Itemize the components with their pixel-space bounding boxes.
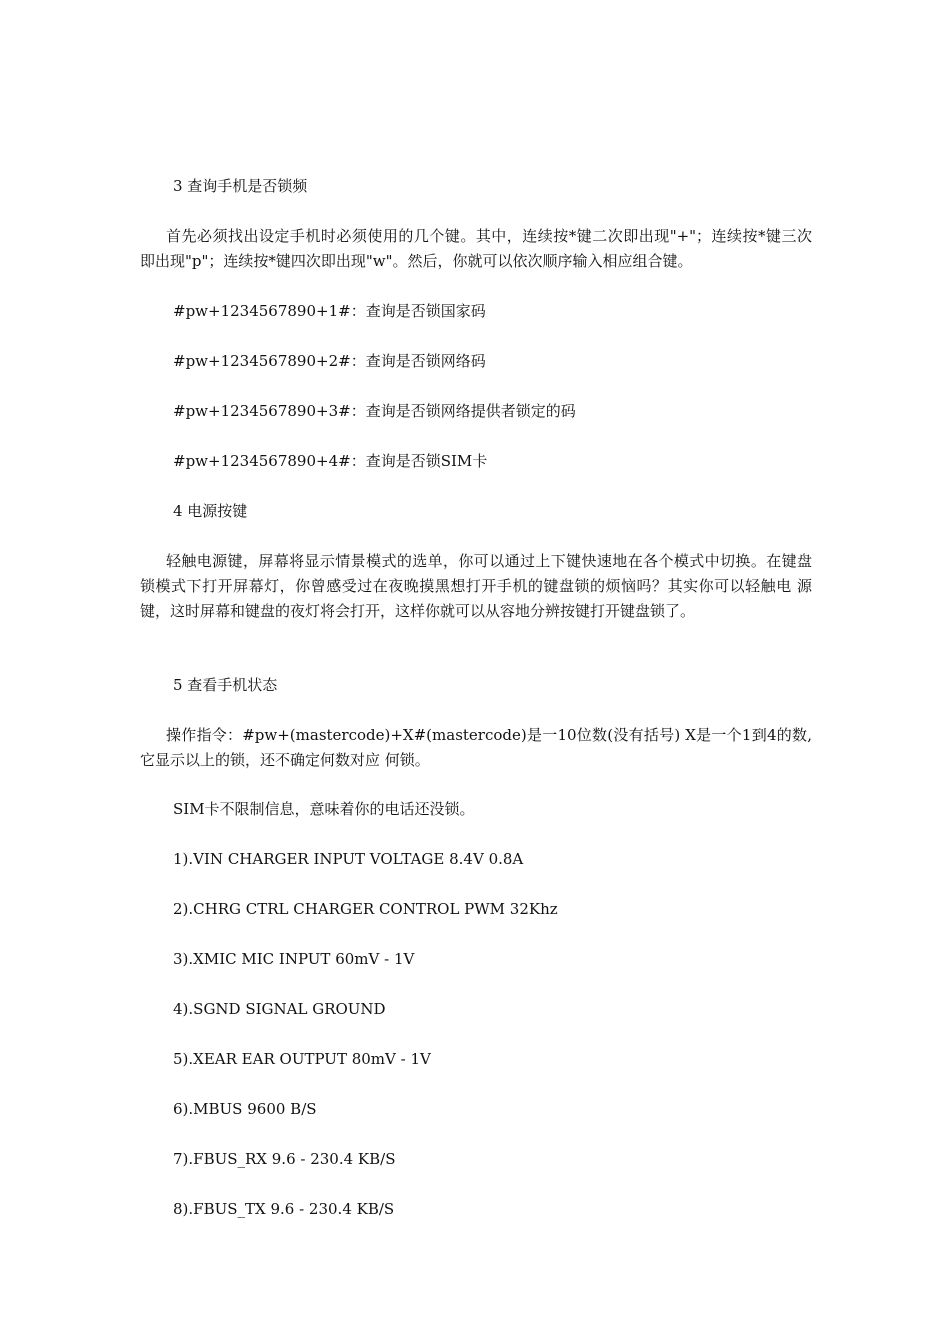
section-3-heading: 3 查询手机是否锁频 [173,177,308,195]
pin-line-5: 5).XEAR EAR OUTPUT 80mV - 1V [173,1050,431,1068]
code-line-2: #pw+1234567890+2#：查询是否锁网络码 [173,352,486,370]
pin-line-4: 4).SGND SIGNAL GROUND [173,1000,386,1018]
pin-line-6: 6).MBUS 9600 B/S [173,1100,317,1118]
code-line-1: #pw+1234567890+1#：查询是否锁国家码 [173,302,486,320]
pin-line-2: 2).CHRG CTRL CHARGER CONTROL PWM 32Khz [173,900,558,918]
section-5-paragraph: 操作指令：#pw+(mastercode)+X#(mastercode)是一10位数(没有括号) X是一个1到4的数, 它显示以上的锁，还不确定何数对应 何锁。 [140,726,812,769]
pin-line-7: 7).FBUS_RX 9.6 - 230.4 KB/S [173,1150,396,1168]
section-5-heading: 5 查看手机状态 [173,676,278,694]
pin-line-1: 1).VIN CHARGER INPUT VOLTAGE 8.4V 0.8A [173,850,524,868]
pin-line-3: 3).XMIC MIC INPUT 60mV - 1V [173,950,415,968]
sim-note: SIM卡不限制信息，意味着你的电话还没锁。 [173,800,475,818]
section-4-paragraph: 轻触电源键，屏幕将显示情景模式的选单，你可以通过上下键快速地在各个模式中切换。在键盘 锁模式下打开屏幕灯，你曾感受过在夜晚摸黑想打开手机的键盘锁的烦恼吗？其实你可以轻触电 源键，这时屏幕和键盘的夜灯将会打开，这样你就可以从容地分辨按键打开键盘锁了。 [140,552,812,620]
pin-line-8: 8).FBUS_TX 9.6 - 230.4 KB/S [173,1200,395,1218]
code-line-4: #pw+1234567890+4#：查询是否锁SIM卡 [173,452,488,470]
section-3-paragraph: 首先必须找出设定手机时必须使用的几个键。其中，连续按*键二次即出现"+"；连续按*键三次 即出现"p"；连续按*键四次即出现"w"。然后，你就可以依次顺序输入相应组合键。 [140,227,812,270]
section-4-heading: 4 电源按键 [173,502,248,520]
code-line-3: #pw+1234567890+3#：查询是否锁网络提供者锁定的码 [173,402,576,420]
